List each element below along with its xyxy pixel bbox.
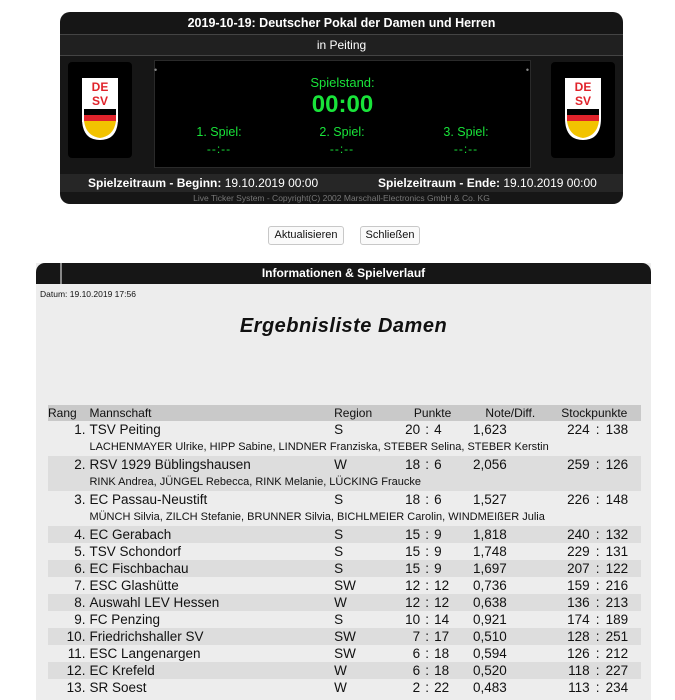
region-cell: W [334, 456, 392, 473]
points-won: 18 [405, 492, 421, 507]
event-location: in Peiting [60, 35, 623, 56]
table-header-row [48, 405, 641, 421]
team-cell: SR Soest [89, 680, 147, 695]
svg-text:SV: SV [91, 94, 109, 108]
stock-against: 234 [605, 680, 629, 695]
stock-against: 189 [605, 612, 629, 627]
stock-against: 148 [605, 492, 629, 507]
team-logo-left [68, 62, 132, 158]
stock-sep: : [595, 422, 600, 437]
score-display [154, 60, 531, 168]
stockpoints-cell [548, 577, 641, 594]
stock-for: 118 [568, 663, 590, 678]
points-sep: : [425, 544, 430, 559]
score-value: 00:00 [311, 91, 374, 118]
scoreboard [60, 12, 623, 204]
stock-sep: : [595, 561, 600, 576]
svg-text:SV: SV [574, 94, 592, 108]
info-panel [36, 263, 651, 700]
results-table [48, 405, 641, 696]
points-sep: : [425, 561, 430, 576]
period-row [60, 174, 623, 192]
period-end-value: 19.10.2019 00:00 [503, 176, 597, 190]
stock-against: 213 [605, 595, 629, 610]
points-sep: : [425, 457, 430, 472]
svg-text:DE: DE [91, 80, 109, 94]
points-cell [392, 577, 473, 594]
stock-against: 126 [605, 457, 629, 472]
stock-for: 240 [567, 527, 590, 542]
points-won: 18 [405, 457, 421, 472]
stock-against: 122 [605, 561, 629, 576]
results-heading: Ergebnisliste Damen [239, 315, 448, 337]
team-cell: TSV Schondorf [89, 544, 181, 559]
game-2-label: 2. Spiel: [319, 125, 365, 139]
col-team: Mannschaft [89, 405, 334, 421]
table-row [48, 628, 641, 645]
region-cell: S [334, 612, 344, 627]
points-cell [392, 611, 473, 628]
rank-cell: 2. [48, 456, 89, 473]
points-won: 6 [412, 646, 421, 661]
stock-against: 212 [605, 646, 629, 661]
team-cell: Auswahl LEV Hessen [89, 594, 334, 611]
note-cell: 0,520 [473, 662, 548, 679]
stockpoints-cell [548, 628, 641, 645]
points-cell [392, 560, 473, 577]
stock-against: 227 [605, 663, 629, 678]
stock-for: 229 [567, 544, 590, 559]
team-cell: TSV Peiting [89, 422, 161, 437]
stockpoints-cell [548, 560, 641, 577]
period-end-label: Spielzeitraum - Ende: [378, 176, 501, 190]
desv-logo-icon [565, 78, 601, 140]
period-begin-label: Spielzeitraum - Beginn: [88, 176, 222, 190]
team-cell: RSV 1929 Büblingshausen [89, 456, 334, 473]
points-lost: 9 [434, 544, 442, 559]
rank-cell: 12. [48, 662, 89, 679]
stock-for: 126 [567, 646, 590, 661]
stockpoints-cell [548, 611, 641, 628]
region-cell: S [334, 544, 344, 559]
close-button[interactable]: Schließen [360, 226, 420, 245]
points-cell [392, 662, 473, 679]
points-won: 6 [412, 663, 421, 678]
points-won: 7 [412, 629, 421, 644]
rank-cell: 11. [67, 646, 86, 661]
points-cell [392, 421, 473, 438]
players-cell: LACHENMAYER Ulrike, HIPP Sabine, LINDNER Franziska, STEBER Selina, STEBER Kerstin [89, 441, 549, 453]
spacer-cell [48, 473, 89, 491]
points-lost: 6 [434, 457, 442, 472]
table-row [48, 577, 641, 594]
results-body [48, 421, 641, 696]
stock-sep: : [595, 578, 600, 593]
svg-text:DE: DE [574, 80, 592, 94]
stock-for: 207 [567, 561, 590, 576]
table-row [48, 611, 641, 628]
points-sep: : [425, 680, 430, 695]
game-3-label: 3. Spiel: [443, 125, 489, 139]
points-sep: : [425, 629, 430, 644]
stock-against: 131 [605, 544, 629, 559]
points-cell [392, 456, 473, 473]
table-row [48, 679, 641, 696]
points-lost: 9 [434, 527, 442, 542]
points-won: 10 [405, 612, 421, 627]
note-cell: 0,921 [473, 612, 507, 627]
points-lost: 18 [434, 663, 450, 678]
stock-for: 113 [568, 680, 590, 695]
table-row [48, 421, 641, 438]
points-lost: 12 [434, 578, 450, 593]
table-row [48, 645, 641, 662]
team-cell: EC Passau-Neustift [89, 492, 208, 507]
col-region: Region [334, 405, 392, 421]
stock-sep: : [595, 612, 600, 627]
rank-cell: 1. [74, 422, 86, 437]
region-cell: SW [334, 578, 356, 593]
stock-for: 259 [567, 457, 590, 472]
team-cell: EC Fischbachau [89, 560, 334, 577]
stockpoints-cell [548, 662, 641, 679]
stock-sep: : [595, 680, 600, 695]
note-cell: 2,056 [473, 456, 548, 473]
game-1-value: --:-- [206, 142, 232, 156]
rank-cell: 9. [74, 612, 86, 627]
stock-for: 136 [567, 595, 590, 610]
stock-for: 159 [567, 578, 590, 593]
stock-for: 174 [567, 612, 590, 627]
refresh-button[interactable]: Aktualisieren [268, 226, 344, 245]
header-divider [60, 263, 62, 284]
team-cell: Friedrichshaller SV [89, 628, 334, 645]
stockpoints-cell [548, 594, 641, 611]
players-cell: RINK Andrea, JÜNGEL Rebecca, RINK Melanie, LÜCKING Fraucke [89, 473, 641, 491]
points-won: 15 [405, 561, 421, 576]
spacer-cell [48, 438, 89, 456]
rank-cell: 6. [48, 560, 89, 577]
note-cell: 0,483 [473, 680, 507, 695]
points-sep: : [425, 612, 430, 627]
display-dot: • [154, 65, 158, 75]
note-cell: 1,818 [473, 526, 548, 543]
stock-for: 128 [567, 629, 590, 644]
game-1-label: 1. Spiel: [196, 125, 242, 139]
region-cell: W [334, 680, 347, 695]
points-lost: 17 [434, 629, 450, 644]
stock-sep: : [595, 457, 600, 472]
stock-sep: : [595, 629, 600, 644]
stockpoints-cell [548, 491, 641, 508]
points-won: 12 [405, 595, 421, 610]
points-cell [392, 679, 473, 696]
stock-sep: : [595, 527, 600, 542]
rank-cell: 7. [74, 578, 86, 593]
stock-against: 132 [605, 527, 629, 542]
points-won: 20 [405, 422, 421, 437]
display-dot: • [525, 65, 529, 75]
region-cell: S [334, 560, 392, 577]
info-panel-header [36, 263, 651, 284]
team-cell: EC Gerabach [89, 526, 334, 543]
table-row [48, 560, 641, 577]
team-logo-right [551, 62, 615, 158]
team-cell: ESC Glashütte [89, 578, 179, 593]
table-row [48, 543, 641, 560]
note-cell: 0,638 [473, 594, 548, 611]
points-lost: 14 [434, 612, 450, 627]
stockpoints-cell [548, 421, 641, 438]
points-sep: : [425, 595, 430, 610]
players-cell: MÜNCH Silvia, ZILCH Stefanie, BRUNNER Silvia, BICHLMEIER Carolin, WINDMEIßER Julia [89, 511, 545, 523]
stockpoints-cell [548, 543, 641, 560]
stockpoints-cell [548, 679, 641, 696]
table-row [48, 456, 641, 473]
player-row [48, 508, 641, 526]
points-sep: : [425, 578, 430, 593]
game-2-value: --:-- [329, 142, 355, 156]
col-rank: Rang [48, 405, 89, 421]
copyright: Live Ticker System - Copyright(C) 2002 Marschall-Electronics GmbH & Co. KG [193, 193, 490, 203]
stock-against: 216 [605, 578, 629, 593]
region-cell: S [334, 492, 344, 507]
points-cell [392, 491, 473, 508]
points-cell [392, 645, 473, 662]
note-cell: 0,736 [473, 578, 507, 593]
region-cell: S [334, 526, 392, 543]
col-note: Note/Diff. [473, 405, 548, 421]
period-end [378, 174, 597, 192]
player-row [48, 473, 641, 491]
points-won: 12 [405, 578, 421, 593]
rank-cell: 8. [48, 594, 89, 611]
points-lost: 9 [434, 561, 442, 576]
points-won: 15 [405, 527, 421, 542]
points-won: 15 [405, 544, 421, 559]
score-label: Spielstand: [310, 75, 375, 90]
points-sep: : [425, 646, 430, 661]
table-row [48, 662, 641, 679]
points-lost: 18 [434, 646, 450, 661]
rank-cell: 4. [48, 526, 89, 543]
stock-against: 251 [605, 629, 629, 644]
points-sep: : [425, 663, 430, 678]
points-lost: 22 [434, 680, 450, 695]
region-cell: S [334, 422, 344, 437]
period-begin-value: 19.10.2019 00:00 [224, 176, 319, 190]
rank-cell: 5. [74, 544, 86, 559]
stock-sep: : [595, 663, 600, 678]
desv-logo-icon [82, 78, 118, 140]
points-won: 2 [412, 680, 421, 695]
points-lost: 6 [434, 492, 442, 507]
points-cell [392, 594, 473, 611]
team-cell: FC Penzing [89, 612, 160, 627]
stock-against: 138 [605, 422, 629, 437]
stock-sep: : [595, 544, 600, 559]
note-cell: 1,623 [473, 422, 507, 437]
stock-sep: : [595, 595, 600, 610]
period-begin [88, 174, 318, 192]
stockpoints-cell [548, 645, 641, 662]
event-title: 2019-10-19: Deutscher Pokal der Damen und Herren [60, 12, 623, 35]
points-sep: : [425, 527, 430, 542]
note-cell: 1,697 [473, 560, 548, 577]
region-cell: W [334, 662, 392, 679]
rank-cell: 13. [66, 680, 86, 695]
rank-cell: 10. [48, 628, 89, 645]
points-sep: : [425, 492, 430, 507]
game-3-value: --:-- [453, 142, 479, 156]
report-date: Datum: 19.10.2019 17:56 [40, 289, 136, 299]
team-cell: ESC Langenargen [89, 646, 201, 661]
player-row [48, 438, 641, 456]
points-sep: : [425, 422, 430, 437]
col-points: Punkte [392, 405, 473, 421]
note-cell: 0,510 [473, 628, 548, 645]
note-cell: 1,527 [473, 492, 507, 507]
spacer-cell [48, 508, 89, 526]
table-row [48, 526, 641, 543]
points-lost: 4 [434, 422, 442, 437]
stock-sep: : [595, 646, 600, 661]
points-cell [392, 628, 473, 645]
points-cell [392, 543, 473, 560]
region-cell: SW [334, 646, 356, 661]
stockpoints-cell [548, 456, 641, 473]
stock-for: 224 [567, 422, 590, 437]
note-cell: 0,594 [473, 646, 507, 661]
points-lost: 12 [434, 595, 450, 610]
rank-cell: 3. [74, 492, 86, 507]
col-stockpoints: Stockpunkte [548, 405, 641, 421]
stockpoints-cell [548, 526, 641, 543]
region-cell: W [334, 594, 392, 611]
table-row [48, 491, 641, 508]
info-panel-title: Informationen & Spielverlauf [261, 266, 426, 280]
stock-sep: : [595, 492, 600, 507]
region-cell: SW [334, 628, 392, 645]
stock-for: 226 [567, 492, 590, 507]
note-cell: 1,748 [473, 544, 507, 559]
table-row [48, 594, 641, 611]
points-cell [392, 526, 473, 543]
team-cell: EC Krefeld [89, 662, 334, 679]
